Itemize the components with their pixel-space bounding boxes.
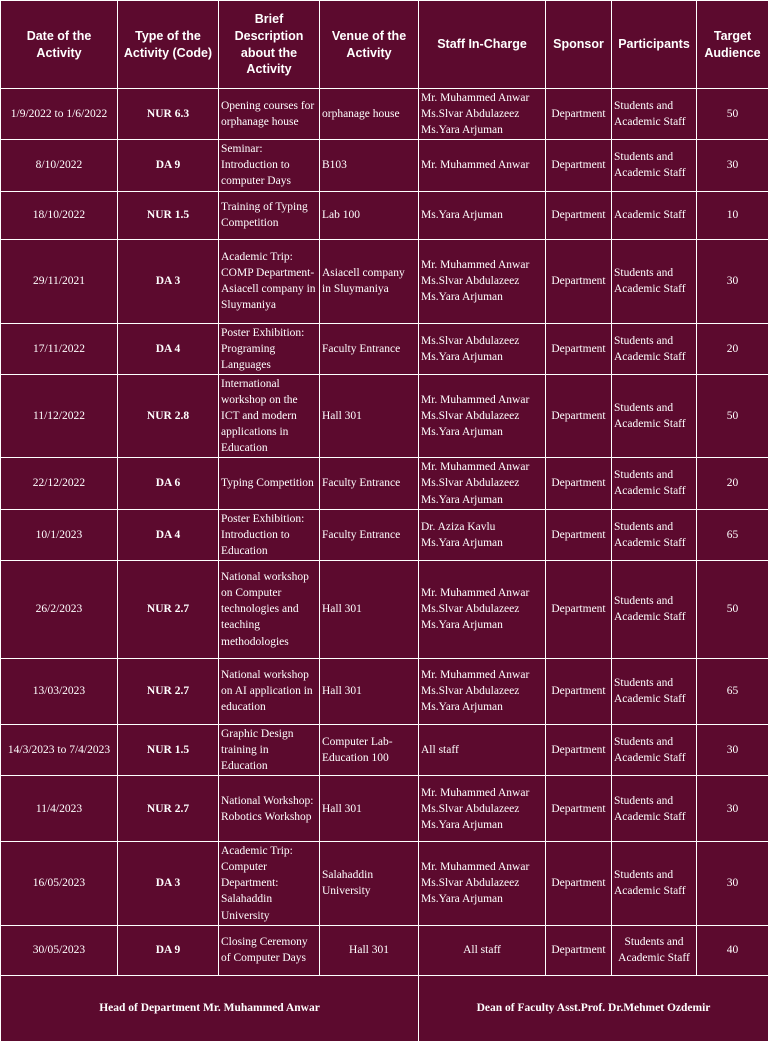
activity-code-cell: NUR 1.5 (118, 724, 219, 775)
target-audience-cell: 65 (697, 658, 768, 724)
target-audience-cell: 50 (697, 374, 768, 457)
table-row (1, 509, 768, 560)
date-cell: 1/9/2022 to 1/6/2022 (1, 89, 118, 140)
date-cell: 26/2/2023 (1, 560, 118, 658)
staff-member: Ms.Yara Arjuman (421, 122, 543, 138)
staff-member: Mr. Muhammed Anwar (421, 785, 543, 801)
staff-cell (419, 658, 546, 724)
venue-cell: Lab 100 (320, 191, 419, 239)
target-audience-cell: 30 (697, 724, 768, 775)
staff-member: Ms.Yara Arjuman (421, 617, 543, 633)
table-row (1, 458, 768, 509)
target-audience-cell: 30 (697, 776, 768, 842)
sponsor-cell: Department (546, 458, 612, 509)
staff-member: Dr. Aziza Kavlu (421, 519, 543, 535)
description-cell: National workshop on AI application in education (219, 658, 320, 724)
staff-cell (419, 458, 546, 509)
description-cell: Poster Exhibition: Programing Languages (219, 323, 320, 374)
venue-cell: Asiacell company in Sluymaniya (320, 239, 419, 323)
sponsor-cell: Department (546, 239, 612, 323)
activity-code-cell: NUR 2.7 (118, 658, 219, 724)
staff-member: Ms.Slvar Abdulazeez (421, 273, 543, 289)
table-row (1, 239, 768, 323)
description-cell: National workshop on Computer technologies and teaching methodologies (219, 560, 320, 658)
sponsor-cell: Department (546, 374, 612, 457)
sponsor-cell: Department (546, 140, 612, 191)
activity-code-cell: DA 3 (118, 842, 219, 925)
table-row (1, 842, 768, 925)
sponsor-cell: Department (546, 560, 612, 658)
description-cell: Poster Exhibition: Introduction to Education (219, 509, 320, 560)
target-audience-cell: 40 (697, 925, 768, 975)
table-row (1, 140, 768, 191)
participants-cell: Students and Academic Staff (612, 140, 697, 191)
staff-member: Mr. Muhammed Anwar (421, 585, 543, 601)
date-cell: 29/11/2021 (1, 239, 118, 323)
dean-of-faculty: Dean of Faculty Asst.Prof. Dr.Mehmet Ozdemir (419, 975, 768, 1041)
participants-cell: Students and Academic Staff (612, 776, 697, 842)
activity-code-cell: DA 4 (118, 509, 219, 560)
table-row (1, 776, 768, 842)
staff-cell (419, 374, 546, 457)
staff-cell (419, 724, 546, 775)
activity-code-cell: NUR 2.7 (118, 776, 219, 842)
staff-member: Ms.Slvar Abdulazeez (421, 875, 543, 891)
header-staff: Staff In-Charge (419, 1, 546, 89)
description-cell: Opening courses for orphanage house (219, 89, 320, 140)
date-cell: 8/10/2022 (1, 140, 118, 191)
staff-cell (419, 140, 546, 191)
table-row (1, 560, 768, 658)
sponsor-cell: Department (546, 925, 612, 975)
staff-member: Ms.Yara Arjuman (421, 535, 543, 551)
staff-cell (419, 776, 546, 842)
venue-cell: Hall 301 (320, 374, 419, 457)
date-cell: 17/11/2022 (1, 323, 118, 374)
staff-member: Ms.Slvar Abdulazeez (421, 408, 543, 424)
table-row (1, 374, 768, 457)
participants-cell: Students and Academic Staff (612, 560, 697, 658)
staff-member: Mr. Muhammed Anwar (421, 90, 543, 106)
staff-member: Ms.Slvar Abdulazeez (421, 601, 543, 617)
target-audience-cell: 10 (697, 191, 768, 239)
signature-row (1, 975, 768, 1041)
target-audience-cell: 30 (697, 140, 768, 191)
date-cell: 30/05/2023 (1, 925, 118, 975)
description-cell: National Workshop: Robotics Workshop (219, 776, 320, 842)
header-code: Type of the Activity (Code) (118, 1, 219, 89)
description-cell: Academic Trip: COMP Department-Asiacell company in Sluymaniya (219, 239, 320, 323)
activity-code-cell: DA 9 (118, 925, 219, 975)
table-row (1, 724, 768, 775)
staff-member: All staff (421, 742, 543, 758)
table-row (1, 925, 768, 975)
date-cell: 11/4/2023 (1, 776, 118, 842)
staff-member: Ms.Yara Arjuman (421, 699, 543, 715)
participants-cell: Students and Academic Staff (612, 458, 697, 509)
venue-cell: Computer Lab-Education 100 (320, 724, 419, 775)
staff-member: Ms.Yara Arjuman (421, 424, 543, 440)
staff-cell (419, 239, 546, 323)
activity-code-cell: DA 3 (118, 239, 219, 323)
venue-cell: Hall 301 (320, 776, 419, 842)
table-row (1, 658, 768, 724)
staff-member: Ms.Yara Arjuman (421, 492, 543, 508)
sponsor-cell: Department (546, 323, 612, 374)
staff-member: Ms.Slvar Abdulazeez (421, 801, 543, 817)
activity-code-cell: DA 6 (118, 458, 219, 509)
staff-cell (419, 191, 546, 239)
staff-member: Mr. Muhammed Anwar (421, 257, 543, 273)
date-cell: 13/03/2023 (1, 658, 118, 724)
sponsor-cell: Department (546, 776, 612, 842)
participants-cell: Students and Academic Staff (612, 239, 697, 323)
header-row (1, 1, 768, 89)
participants-cell: Students and Academic Staff (612, 724, 697, 775)
staff-cell (419, 89, 546, 140)
sponsor-cell: Department (546, 509, 612, 560)
target-audience-cell: 50 (697, 560, 768, 658)
header-venue: Venue of the Activity (320, 1, 419, 89)
sponsor-cell: Department (546, 658, 612, 724)
activity-code-cell: DA 9 (118, 140, 219, 191)
activity-code-cell: NUR 1.5 (118, 191, 219, 239)
venue-cell: Hall 301 (320, 658, 419, 724)
staff-cell (419, 509, 546, 560)
venue-cell: Faculty Entrance (320, 458, 419, 509)
venue-cell: B103 (320, 140, 419, 191)
staff-member: Mr. Muhammed Anwar (421, 157, 543, 173)
date-cell: 14/3/2023 to 7/4/2023 (1, 724, 118, 775)
activity-code-cell: NUR 2.7 (118, 560, 219, 658)
participants-cell: Academic Staff (612, 191, 697, 239)
target-audience-cell: 30 (697, 239, 768, 323)
staff-member: Mr. Muhammed Anwar (421, 459, 543, 475)
header-participants: Participants (612, 1, 697, 89)
staff-member: Mr. Muhammed Anwar (421, 392, 543, 408)
staff-member: Ms.Yara Arjuman (421, 207, 543, 223)
table-row (1, 323, 768, 374)
description-cell: Academic Trip: Computer Department: Salahaddin University (219, 842, 320, 925)
date-cell: 10/1/2023 (1, 509, 118, 560)
sponsor-cell: Department (546, 724, 612, 775)
staff-cell (419, 323, 546, 374)
target-audience-cell: 20 (697, 323, 768, 374)
sponsor-cell: Department (546, 191, 612, 239)
header-sponsor: Sponsor (546, 1, 612, 89)
staff-member: Mr. Muhammed Anwar (421, 667, 543, 683)
description-cell: Typing Competition (219, 458, 320, 509)
participants-cell: Students and Academic Staff (612, 658, 697, 724)
target-audience-cell: 50 (697, 89, 768, 140)
staff-cell (419, 560, 546, 658)
participants-cell: Students and Academic Staff (612, 842, 697, 925)
description-cell: Graphic Design training in Education (219, 724, 320, 775)
sponsor-cell: Department (546, 89, 612, 140)
staff-member: Ms.Yara Arjuman (421, 349, 543, 365)
table-row (1, 89, 768, 140)
date-cell: 11/12/2022 (1, 374, 118, 457)
venue-cell: Faculty Entrance (320, 509, 419, 560)
header-target: Target Audience (697, 1, 768, 89)
target-audience-cell: 20 (697, 458, 768, 509)
target-audience-cell: 65 (697, 509, 768, 560)
staff-member: Ms.Slvar Abdulazeez (421, 475, 543, 491)
activity-code-cell: NUR 6.3 (118, 89, 219, 140)
staff-member: Ms.Slvar Abdulazeez (421, 683, 543, 699)
venue-cell: Salahaddin University (320, 842, 419, 925)
venue-cell: Hall 301 (320, 925, 419, 975)
staff-cell (419, 842, 546, 925)
staff-member: Mr. Muhammed Anwar (421, 859, 543, 875)
participants-cell: Students and Academic Staff (612, 925, 697, 975)
participants-cell: Students and Academic Staff (612, 323, 697, 374)
participants-cell: Students and Academic Staff (612, 509, 697, 560)
head-of-department: Head of Department Mr. Muhammed Anwar (1, 975, 419, 1041)
description-cell: Training of Typing Competition (219, 191, 320, 239)
description-cell: Closing Ceremony of Computer Days (219, 925, 320, 975)
participants-cell: Students and Academic Staff (612, 374, 697, 457)
staff-member: Ms.Yara Arjuman (421, 891, 543, 907)
date-cell: 16/05/2023 (1, 842, 118, 925)
activity-code-cell: NUR 2.8 (118, 374, 219, 457)
header-description: Brief Description about the Activity (219, 1, 320, 89)
description-cell: Seminar: Introduction to computer Days (219, 140, 320, 191)
staff-member: Ms.Slvar Abdulazeez (421, 106, 543, 122)
venue-cell: Hall 301 (320, 560, 419, 658)
participants-cell: Students and Academic Staff (612, 89, 697, 140)
table-row (1, 191, 768, 239)
sponsor-cell: Department (546, 842, 612, 925)
header-date: Date of the Activity (1, 1, 118, 89)
venue-cell: Faculty Entrance (320, 323, 419, 374)
staff-member: Ms.Slvar Abdulazeez (421, 333, 543, 349)
target-audience-cell: 30 (697, 842, 768, 925)
date-cell: 18/10/2022 (1, 191, 118, 239)
staff-member: Ms.Yara Arjuman (421, 817, 543, 833)
staff-member: All staff (421, 942, 543, 958)
activity-code-cell: DA 4 (118, 323, 219, 374)
description-cell: International workshop on the ICT and modern applications in Education (219, 374, 320, 457)
staff-member: Ms.Yara Arjuman (421, 289, 543, 305)
staff-cell (419, 925, 546, 975)
venue-cell: orphanage house (320, 89, 419, 140)
date-cell: 22/12/2022 (1, 458, 118, 509)
